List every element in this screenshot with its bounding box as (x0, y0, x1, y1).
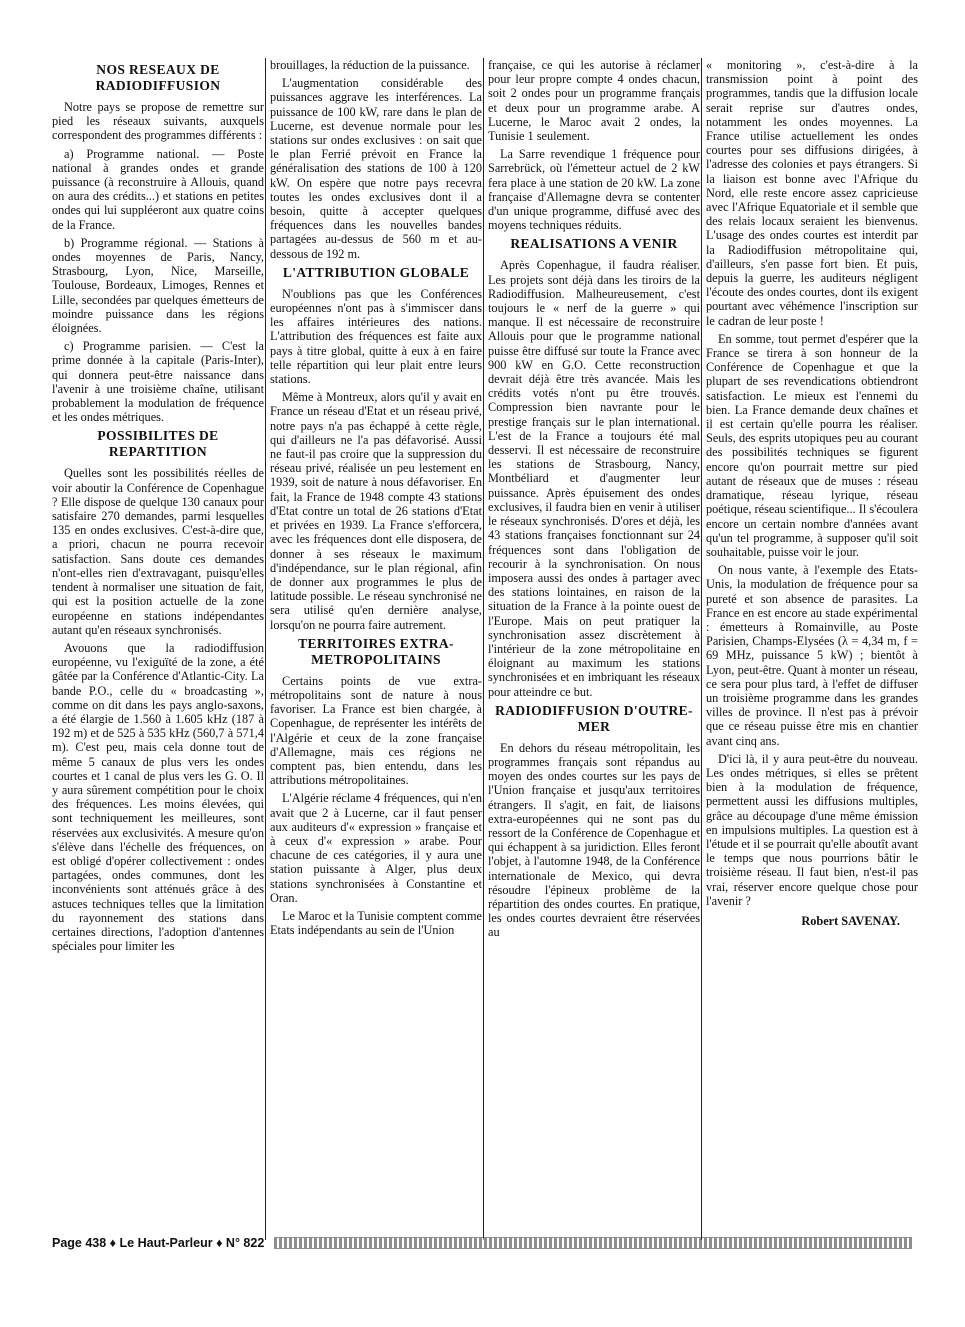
section-heading: L'ATTRIBUTION GLOBALE (282, 264, 470, 280)
section-heading: RADIODIFFUSION D'OUTRE-MER (495, 702, 693, 734)
paragraph: a) Programme national. — Poste national à grandes ondes et grande puissance (à reconstruire à Allouis, quand on aura des crédits...) et stations en petites ondes qui lui suppléeront aux quatre coins de la France. (52, 146, 264, 232)
paragraph: L'Algérie réclame 4 fréquences, qui n'en avait que 2 à Lucerne, car il faut penser aux auditeurs d'« expression » française et à ceux d'« expression » arabe. Pour chacune de ces catégories, il y aura une station puissante à Alger, plus deux stations synchronisées à Constantine et Oran. (270, 791, 482, 905)
paragraph: Notre pays se propose de remettre sur pied les réseaux suivants, auxquels correspondent des programmes différents : (52, 100, 264, 143)
paragraph: « monitoring », c'est-à-dire à la transmission point à point des programmes, tandis que la diffusion locale serait reprise sur d'autres ondes, notamment les ondes moyennes. La France utilise actuellement les ondes courtes pour ses diffusions dirigées, à l'adresse des colonies et pays étrangers. Si la liaison est bonne avec l'Afrique du Nord, elle reste encore assez capricieuse avec l'Afrique Equatoriale et il semble que des relais locaux seraient les bienvenus. L'usage des ondes courtes est interdit par la Radiodiffusion métropolitaine qui, d'ailleurs, s'en passe fort bien. Et puis, depuis la guerre, les auditeurs négligent l'écoute des ondes courtes, dont ils exigent pourtant avec véhémence l'inscription sur le cadran de leur poste ! (706, 58, 918, 328)
author-signature: Robert SAVENAY. (801, 913, 900, 928)
column-2 (270, 58, 482, 1238)
section-heading: POSSIBILITES DE REPARTITION (97, 428, 219, 460)
column-rule (483, 58, 484, 1240)
paragraph: En dehors du réseau métropolitain, les programmes français sont répandus au moyen des ondes courtes sur les pays de l'Union française et jusqu'aux territoires étrangers. Il s'agit, en fait, de liaisons extra-européennes qui ne sont pas du ressort de la Conférence de Copenhague et qui échappent à sa juridiction. Elles feront l'objet, à l'automne 1948, de la Conférence internationale de Mexico, qui devra résoudre l'épineux problème de la répartition des ondes courtes. En pratique, les ondes courtes devraient être réservées au (488, 740, 700, 940)
column-3 (488, 58, 700, 1238)
column-4 (706, 58, 918, 1238)
footer-label: Page 438 ♦ Le Haut-Parleur ♦ N° 822 (52, 1236, 265, 1250)
column-rule (265, 58, 266, 1240)
paragraph: brouillages, la réduction de la puissance. (270, 58, 470, 72)
decorative-rule (274, 1237, 912, 1249)
paragraph: française, ce qui les autorise à réclamer pour leur propre compte 4 ondes chacun, soit 2 ondes pour un programme français et deux pour un programme arabe. A Lucerne, le Maroc avait 2 ondes, la Tunisie 1 seulement. (488, 58, 700, 144)
section-heading: NOS RESEAUX DE RADIODIFFUSION (95, 62, 221, 93)
paragraph: Même à Montreux, alors qu'il y avait en France un réseau d'Etat et un réseau privé, notre pays n'a pas échappé à cette règle, qui d'ailleurs ne l'a pas défavorisé. Aussi ne faut-il pas croire que la suppression du réseau privé, réalisée un peu lestement en 1939, soit de nature à nous défavoriser. En fait, la France de 1948 compte 43 stations d'Etat contre un total de 26 stations d'Etat et privées en 1939. La France s'efforcera, avec les fréquences dont elle disposera, de donner à ses réseaux le maximum d'indépendance, sur le plan régional, afin de donner aux programmes le plus de latitude possible. Le réseau synchronisé ne sera utilisé qu'en dernière analyse, lorsqu'on ne pourra faire autrement. (270, 390, 482, 632)
newspaper-page (52, 58, 918, 1268)
section-heading: TERRITOIRES EXTRA-METROPOLITAINS (298, 635, 454, 667)
column-1 (52, 58, 264, 1238)
paragraph: b) Programme régional. — Stations à ondes moyennes de Paris, Nancy, Strasbourg, Lyon, Nice, Marseille, Toulouse, Bordeaux, Limoges, Rennes et Lille, secondées par quelques émetteurs de moindre puissance dans les régions éloignées. (52, 235, 264, 336)
paragraph: c) Programme parisien. — C'est la prime donnée à la capitale (Paris-Inter), qui donnera peut-être naissance dans l'avenir à une troisième chaîne, utilisant probablement la modulation de fréquence et les ondes métriques. (52, 339, 264, 425)
paragraph: Le Maroc et la Tunisie comptent comme Etats indépendants au sein de l'Union (270, 908, 482, 938)
paragraph: Avouons que la radiodiffusion européenne, vu l'exiguïté de la zone, a été gâtée par la Conférence d'Atlantic-City. La bande P.O., celle du « broadcasting », comme on dit dans les pays anglo-saxons, a été élargie de 1.560 à 1.605 kHz (187 à 192 m) et de 525 à 535 kHz (560,7 à 571,4 m). C'est peu, mais cela donne tout de même 5 canaux de plus vers les ondes courtes et 1 canal de plus vers les G. O. Il y aura sûrement compétition pour le choix des fréquences. Les moins élevées, qui sont techniquement les meilleures, sont réservées aux exclusivités. A mesure qu'on s'élève dans l'échelle des fréquences, on est obligé d'opérer collectivement : ondes partagées, ondes communes, dont les inconvénients sont atténués grâce à des astuces techniques telles que la limitation du rayonnement des stations dans certaines directions, l'adoption d'antennes spéciales pour limiter les (52, 640, 264, 954)
paragraph: Quelles sont les possibilités réelles de voir aboutir la Conférence de Copenhague ? Elle dispose de quelque 130 canaux pour satisfaire 270 demandes, parmi lesquelles 135 en ondes exclusives. C'est-à-dire que, a priori, chacun ne pourra recevoir satisfaction. Sans doute ces demandes n'ont-elles rien d'extravagant, puisqu'elles tendent à normaliser une situation de fait, qui est la position actuelle de la zone européenne en stations indépendantes autant qu'en réseaux synchronisés. (52, 466, 264, 637)
paragraph: Après Copenhague, il faudra réaliser. Les projets sont déjà dans les tiroirs de la Radiodiffusion. Malheureusement, c'est toujours le « nerf de la guerre » qui manque. Il est nécessaire de reconstruire Allouis pour que le programme national puisse être diffusé sur toute la France avec 900 kW en G.O. Cette reconstruction devrait déjà être très avancée. Mais les crédits votés n'ont pu être trouvés. Compression bien navrante pour le prestige français sur le plan international. L'est de la France a toujours été mal desservi. Il est nécessaire de reconstruire les stations de Strasbourg, Nancy, Montbéliard et d'augmenter leur puissance. Après épuisement des ondes exclusives, il faudra bien en venir à utiliser le réseaux synchronisés. D'ores et déjà, les 43 stations françaises fonctionnant sur 24 fréquences sont dans l'obligation de recourir à la synchronisation. On nous imposera aussi des ondes à partager avec des stations lointaines, en raison de la situation de la France à la pointe ouest de l'Europe. Mais on peut pratiquer la synchronisation assez discrètement à l'intérieur de la zone métropolitaine en éloignant au maximum les stations synchronisées et en imbriquant les réseaux pour atteindre ce but. (488, 258, 700, 699)
section-heading: REALISATIONS A VENIR (510, 236, 678, 252)
paragraph: On nous vante, à l'exemple des Etats-Unis, la modulation de fréquence pour sa pureté et son absence de parasites. La France en est encore au stade expérimental : émetteurs à Romainville, au Poste Parisien, Champs-Elysées (λ = 4,34 m, f = 69 MHz, puissance 5 kW) ; bientôt à Lyon, peut-être. Quant à monter un réseau, ce sera pour plus tard, à l'effet de diffuser un troisième programme dans les grandes villes de province. Il n'est pas à prévoir que ce réseau puisse être mis en chantier avant cinq ans. (706, 563, 918, 748)
paragraph: N'oublions pas que les Conférences européennes n'ont pas à s'immiscer dans les affaires intérieures des nations. L'attribution des fréquences est faite aux pays à titre global, quitte à eux à en faire telle répartition qui leur plait entre leurs stations. (270, 286, 482, 387)
paragraph: D'ici là, il y aura peut-être du nouveau. Les ondes métriques, si elles se prêtent bien à la modulation de fréquence, permettent aussi les diffusions multiples, grâce au découpage d'une même émission en impulsions multiples. La question est à l'étude et il se pourrait qu'elle aboutît avant le temps que nous pourrions bâtir le troisième réseau. Il faut bien, n'est-il pas vrai, réserver encore quelque chose pour l'avenir ? (706, 751, 918, 908)
paragraph: Certains points de vue extra-métropolitains sont de nature à nous favoriser. La France est bien chargée, à Copenhague, de représenter les intérêts de l'Algérie et ceux de la zone française d'Allemagne, mais ces régions ne comptent pas, bien entendu, dans les attributions métropolitaines. (270, 673, 482, 788)
column-rule (701, 58, 702, 1240)
paragraph: En somme, tout permet d'espérer que la France se tirera à son honneur de la Conférence de Copenhague et que la plupart de ses revendications obtiendront satisfaction. Le mieux est l'ennemi du bien. La France demande deux chaînes et il est certain qu'elle pourra les réaliser. Seuls, des esprits utopiques peu au courant des possibilités techniques se figurent encore qu'on pourrait mettre sur pied autant de réseaux que de muses : réseau dramatique, réseau lyrique, réseau poétique, réseau scientifique... Il s'écoulera encore un certain nombre d'années avant qu'un tel programme, à supposer qu'il soit souhaitable, puisse voir le jour. (706, 331, 918, 559)
paragraph: L'augmentation considérable des puissances aggrave les interférences. La puissance de 100 kW, rare dans le plan de Lucerne, est devenue normale pour les stations sur ondes exclusives : on sait que le plan Ferrié prévoit en France la généralisation des stations de 100 à 120 kW. On espère que notre pays recevra toutes les ondes exclusives dont il a besoin, quitte à accepter quelques fréquences dans les nouvelles bandes partagées au-dessus de 560 m et au-dessous de 192 m. (270, 76, 482, 261)
paragraph: La Sarre revendique 1 fréquence pour Sarrebrück, où l'émetteur actuel de 2 kW fera place à une station de 20 kW. La zone française d'Allemagne devra se contenter d'un unique programme, diffusé avec des moyens techniques réduits. (488, 147, 700, 233)
page-footer (52, 1232, 912, 1254)
